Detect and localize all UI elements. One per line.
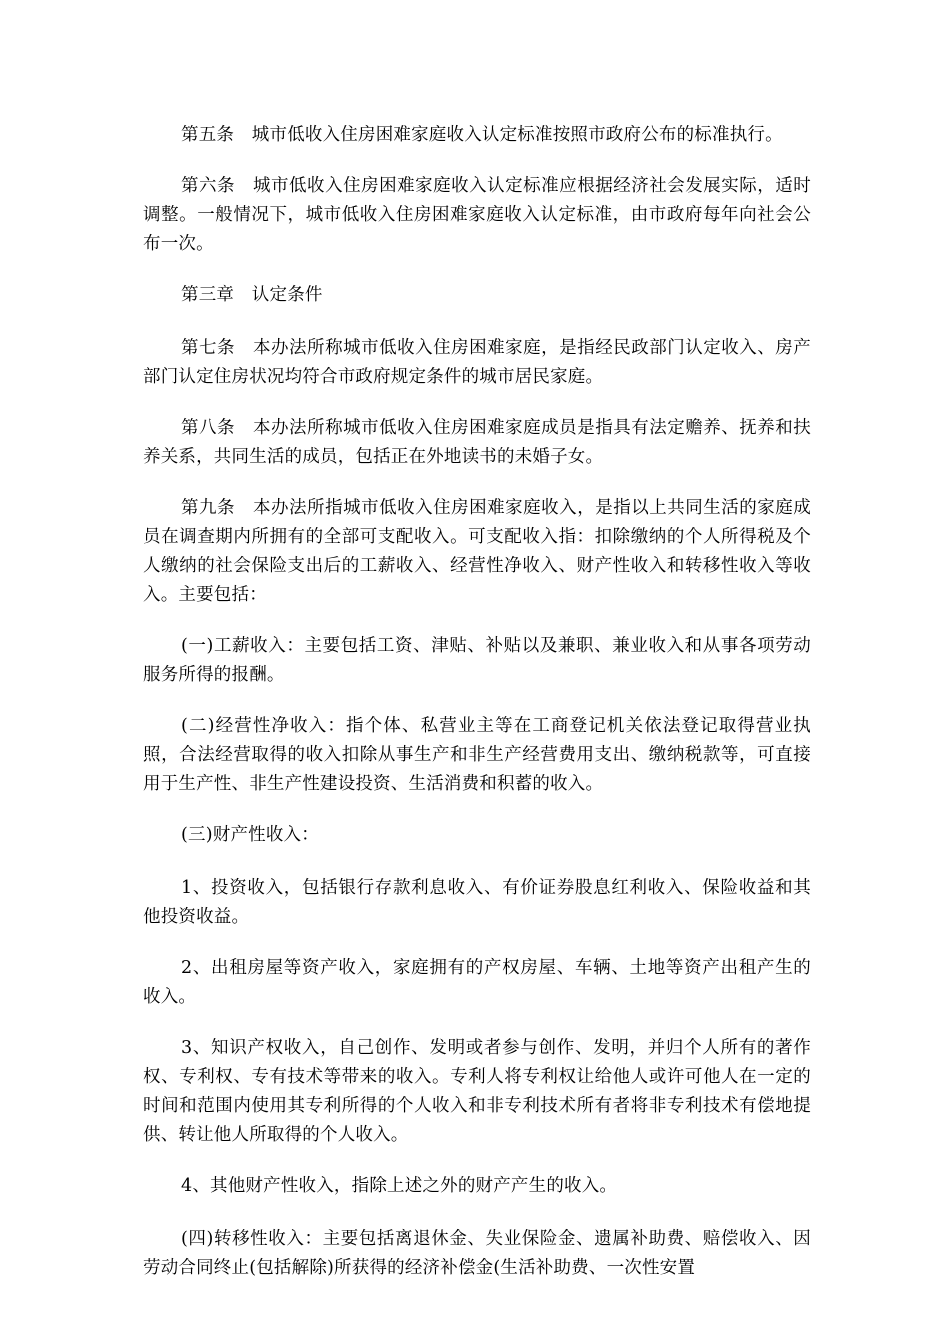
item-property-income: (三)财产性收入： bbox=[181, 825, 319, 845]
subitem-investment-income: 1、投资收入，包括银行存款利息收入、有价证券股息红利收入、保险收益和其他投资收益。 bbox=[143, 878, 811, 927]
document-page bbox=[143, 121, 811, 1305]
article-5: 第五条 城市低收入住房困难家庭收入认定标准按照市政府公布的标准执行。 bbox=[181, 125, 783, 145]
item-transfer-income: (四)转移性收入：主要包括离退休金、失业保险金、遗属补助费、赔偿收入、因劳动合同终止(包括解除)所获得的经济补偿金(生活补助费、一次性安置 bbox=[143, 1229, 811, 1278]
chapter-3-heading: 第三章 认定条件 bbox=[181, 285, 323, 305]
article-8: 第八条 本办法所称城市低收入住房困难家庭成员是指具有法定赡养、抚养和扶养关系，共同生活的成员，包括正在外地读书的未婚子女。 bbox=[143, 418, 811, 467]
article-7: 第七条 本办法所称城市低收入住房困难家庭，是指经民政部门认定收入、房产部门认定住房状况均符合市政府规定条件的城市居民家庭。 bbox=[143, 338, 811, 387]
subitem-rental-income: 2、出租房屋等资产收入，家庭拥有的产权房屋、车辆、土地等资产出租产生的收入。 bbox=[143, 958, 811, 1007]
subitem-ip-income: 3、知识产权收入，自己创作、发明或者参与创作、发明，并归个人所有的著作权、专利权、专有技术等带来的收入。专利人将专利权让给他人或许可他人在一定的时间和范围内使用其专利所得的个人收入和非专利技术所有者将非专利技术有偿地提供、转让他人所取得的个人收入。 bbox=[143, 1038, 811, 1145]
item-wage-income: (一)工薪收入：主要包括工资、津贴、补贴以及兼职、兼业收入和从事各项劳动服务所得的报酬。 bbox=[143, 636, 811, 685]
article-6: 第六条 城市低收入住房困难家庭收入认定标准应根据经济社会发展实际，适时调整。一般情况下，城市低收入住房困难家庭收入认定标准，由市政府每年向社会公布一次。 bbox=[143, 176, 811, 254]
article-9: 第九条 本办法所指城市低收入住房困难家庭收入，是指以上共同生活的家庭成员在调查期内所拥有的全部可支配收入。可支配收入指：扣除缴纳的个人所得税及个人缴纳的社会保险支出后的工薪收入、经营性净收入、财产性收入和转移性收入等收入。主要包括： bbox=[143, 498, 811, 605]
subitem-other-property-income: 4、其他财产性收入，指除上述之外的财产产生的收入。 bbox=[181, 1176, 618, 1196]
item-business-income: (二)经营性净收入：指个体、私营业主等在工商登记机关依法登记取得营业执照，合法经营取得的收入扣除从事生产和非生产经营费用支出、缴纳税款等，可直接用于生产性、非生产性建设投资、生活消费和积蓄的收入。 bbox=[143, 716, 811, 794]
